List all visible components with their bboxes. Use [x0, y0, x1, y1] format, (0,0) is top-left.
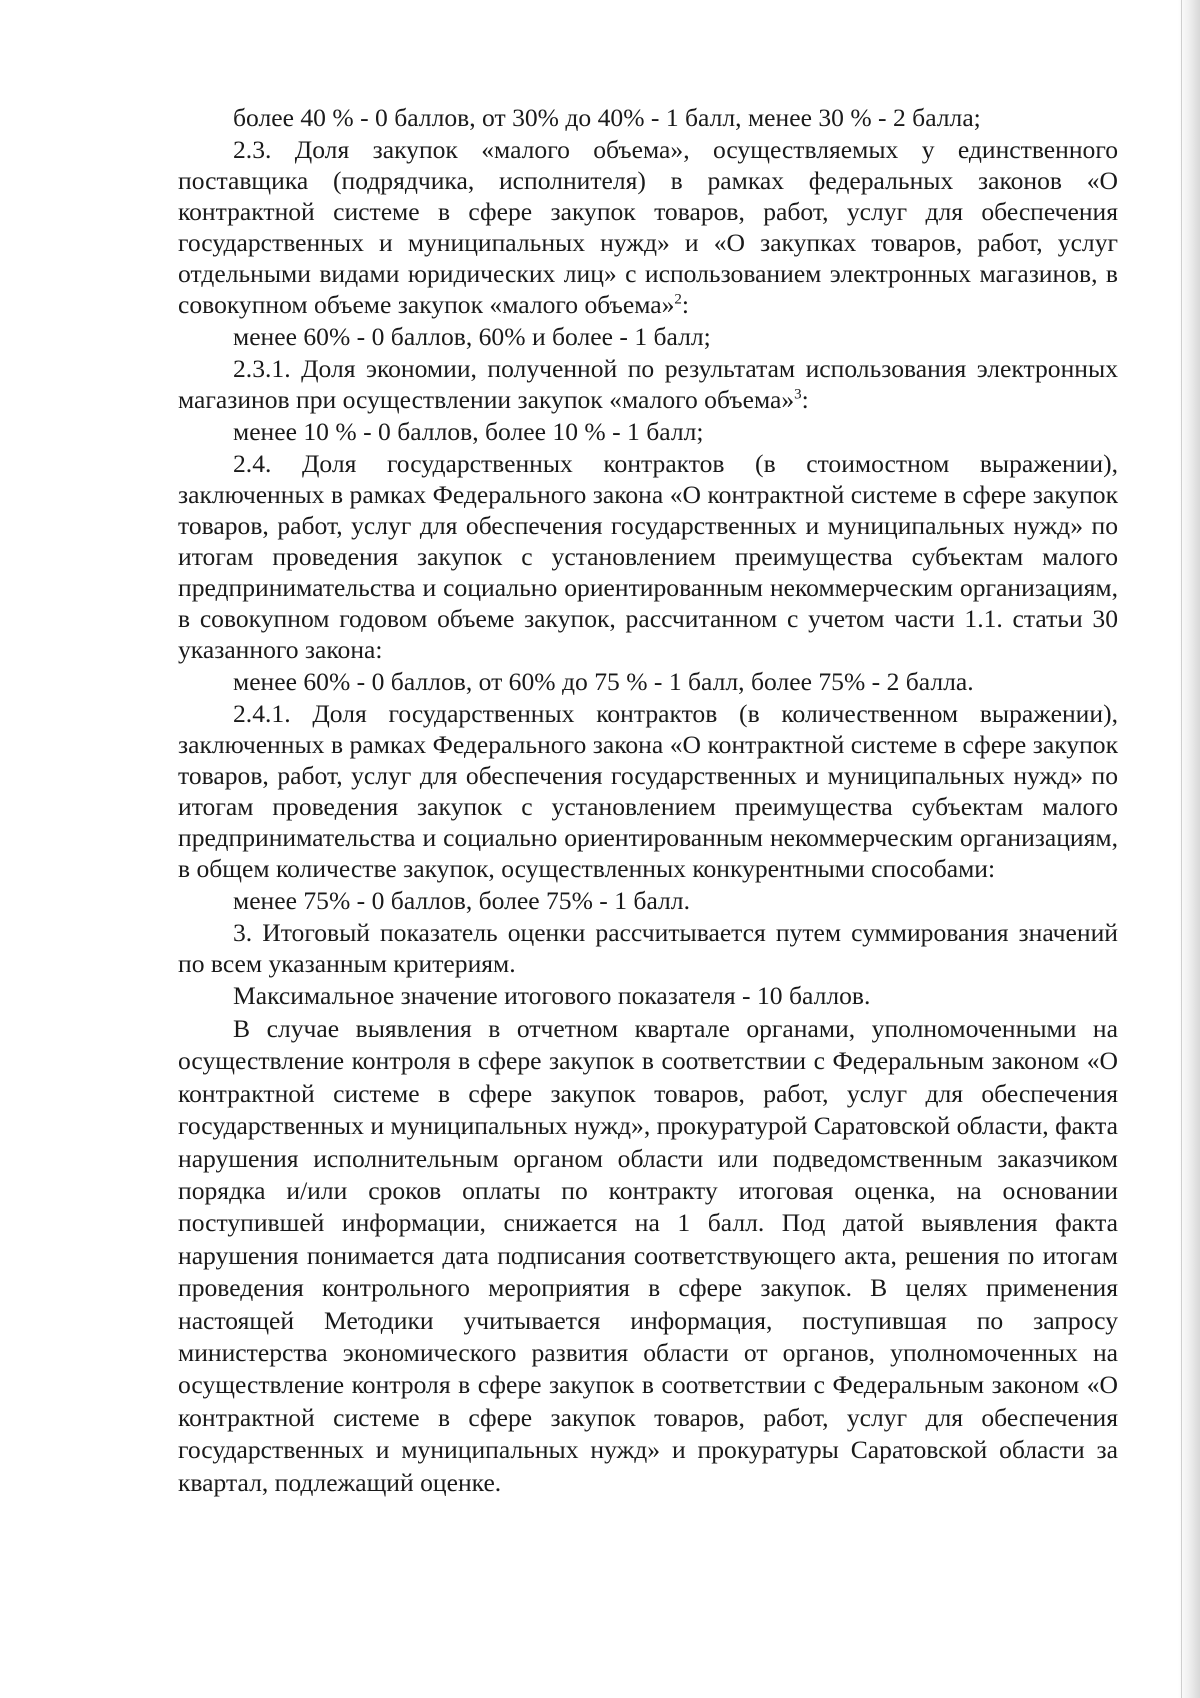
violation-penalty-paragraph: В случае выявления в отчетном квартале органами, уполномоченными на осуществление контроля в сфере закупок в соответствии с Федеральным законом «О контрактной системе в сфере закупок товаров, работ, услуг для обеспечения государственных и муниципальных нужд», прокуратурой Саратовской области, факта нарушения исполнительным органом области или подведомственным заказчиком порядка и/или сроков оплаты по контракту итоговая оценка, на основании поступившей информации, снижается на 1 балл. Под датой выявления факта нарушения понимается дата подписания соответствующего акта, решения по итогам проведения контрольного мероприятия в сфере закупок. В целях применения настоящей Методики учитывается информация, поступившая по запросу министерства экономического развития области от органов, уполномоченных на осуществление контроля в сфере закупок в соответствии с Федеральным законом «О контрактной системе в сфере закупок товаров, работ, услуг для обеспечения государственных и муниципальных нужд» и прокуратуры Саратовской области за квартал, подлежащий оценке.	[178, 1014, 1118, 1497]
paragraph-2-3-text: 2.3. Доля закупок «малого объема», осуществляемых у единственного поставщика (подрядчика, исполнителя) в рамках федеральных законов «О контрактной системе в сфере закупок товаров, работ, услуг для обеспечения государственных и муниципальных нужд» и «О закупках товаров, работ, услуг отдельными видами юридических лиц» с использованием электронных магазинов, в совокупном объеме закупок «малого объема»	[178, 135, 1118, 319]
document-body	[178, 102, 1118, 1499]
criteria-scale-2-3-1: менее 10 % - 0 баллов, более 10 % - 1 балл;	[233, 417, 704, 446]
paragraph-2-3-1-text: 2.3.1. Доля экономии, полученной по результатам использования электронных магазинов при осуществлении закупок «малого объема»	[178, 354, 1118, 414]
paragraph-2-3-1-colon: :	[801, 385, 809, 414]
page-edge-line	[1181, 0, 1182, 1698]
criteria-scale-2-4: менее 60% - 0 баллов, от 60% до 75 % - 1 балл, более 75% - 2 балла.	[233, 667, 974, 696]
criteria-scale-2-3: менее 60% - 0 баллов, 60% и более - 1 балл;	[233, 322, 711, 351]
footnote-ref-2: 2	[674, 291, 682, 308]
paragraph-3: 3. Итоговый показатель оценки рассчитывается путем суммирования значений по всем указанным критериям.	[178, 918, 1118, 978]
paragraph-2-3	[178, 134, 1118, 320]
criteria-scale-2-4-1: менее 75% - 0 баллов, более 75% - 1 балл.	[233, 886, 690, 915]
criteria-scale-2-2: более 40 % - 0 баллов, от 30% до 40% - 1 балл, менее 30 % - 2 балла;	[233, 103, 981, 132]
max-score-statement: Максимальное значение итогового показателя - 10 баллов.	[233, 981, 871, 1010]
paragraph-2-3-1	[178, 353, 1118, 415]
footnote-ref-3: 3	[794, 386, 802, 403]
paragraph-2-4: 2.4. Доля государственных контрактов (в стоимостном выражении), заключенных в рамках Федерального закона «О контрактной системе в сфере закупок товаров, работ, услуг для обеспечения государственных и муниципальных нужд» по итогам проведения закупок с установлением преимущества субъектам малого предпринимательства и социально ориентированным некоммерческим организациям, в совокупном годовом объеме закупок, рассчитанном с учетом части 1.1. статьи 30 указанного закона:	[178, 449, 1118, 664]
paragraph-2-3-colon: :	[681, 290, 690, 319]
paragraph-2-4-1: 2.4.1. Доля государственных контрактов (в количественном выражении), заключенных в рамках Федерального закона «О контрактной системе в сфере закупок товаров, работ, услуг для обеспечения государственных и муниципальных нужд» по итогам проведения закупок с установлением преимущества субъектам малого предпринимательства и социально ориентированным некоммерческим организациям, в общем количестве закупок, осуществленных конкурентными способами:	[178, 699, 1118, 883]
